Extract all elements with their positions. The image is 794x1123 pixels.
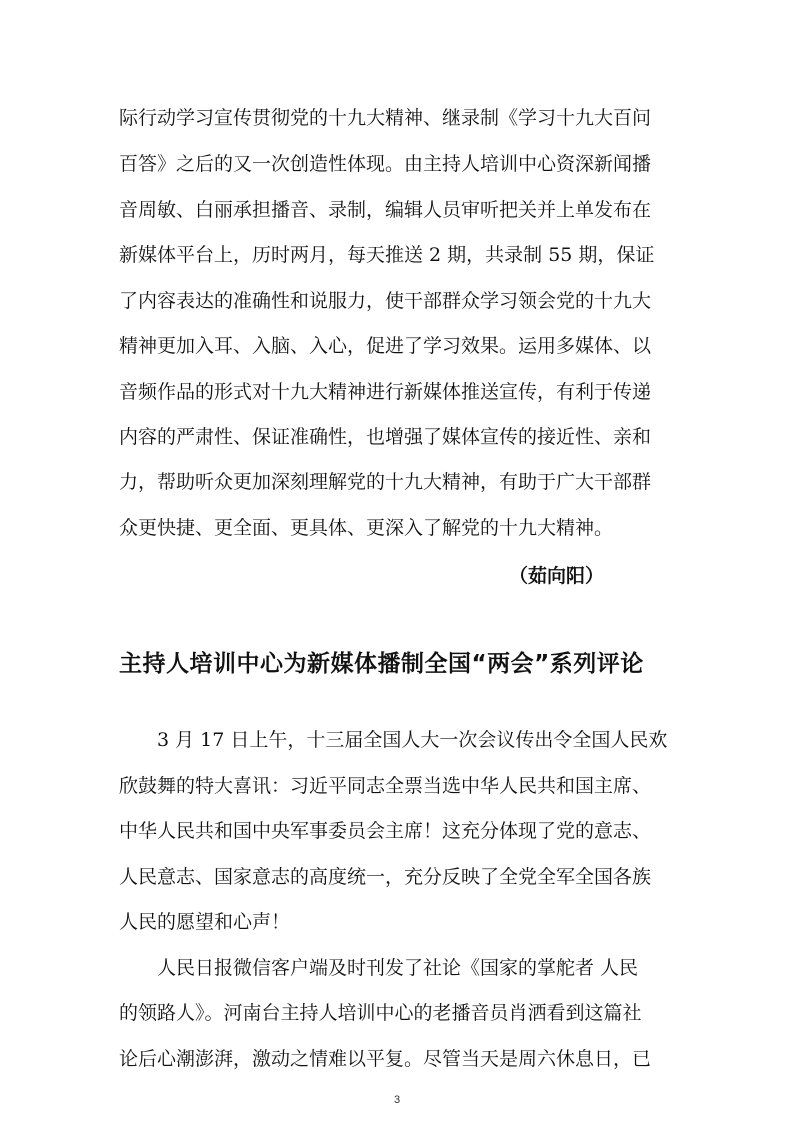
article2-line-6: 人民日报微信客户端及时刊发了社论《国家的掌舵者 人民 xyxy=(157,957,639,979)
article2-line-1: 3 月 17 日上午，十三届全国人大一次会议传出令全国人民欢 xyxy=(157,729,668,751)
article1-line-1: 际行动学习宣传贯彻党的十九大精神、继录制《学习十九大百问 xyxy=(119,107,652,129)
article2-line-5: 人民的愿望和心声！ xyxy=(119,911,291,933)
article1-line-6: 精神更加入耳、入脑、入心，促进了学习效果。运用多媒体、以 xyxy=(119,335,652,357)
article1-line-3: 音周敏、白丽承担播音、录制，编辑人员审听把关并上单发布在 xyxy=(119,199,652,221)
article1-line-7: 音频作品的形式对十九大精神进行新媒体推送宣传，有利于传递 xyxy=(119,381,652,403)
article2-heading: 主持人培训中心为新媒体播制全国“两会”系列评论 xyxy=(119,651,644,677)
article2-line-8: 论后心潮澎湃，激动之情难以平复。尽管当天是周六休息日，已 xyxy=(119,1048,652,1070)
page-number: 3 xyxy=(393,1094,401,1106)
article1-line-2: 百答》之后的又一次创造性体现。由主持人培训中心资深新闻播 xyxy=(119,153,652,175)
article1-line-4: 新媒体平台上，历时两月，每天推送 2 期，共录制 55 期，保证 xyxy=(119,244,655,266)
article2-line-3: 中华人民共和国中央军事委员会主席！这充分体现了党的意志、 xyxy=(119,820,652,842)
article1-line-8: 内容的严肃性、保证准确性，也增强了媒体宣传的接近性、亲和 xyxy=(119,426,652,448)
article2-line-4: 人民意志、国家意志的高度统一，充分反映了全党全军全国各族 xyxy=(119,866,652,888)
article2-line-7: 的领路人》。河南台主持人培训中心的老播音员肖洒看到这篇社 xyxy=(119,1002,642,1024)
article2-line-2: 欣鼓舞的特大喜讯：习近平同志全票当选中华人民共和国主席、 xyxy=(119,775,652,797)
article1-line-9: 力，帮助听众更加深刻理解党的十九大精神，有助于广大干部群 xyxy=(119,471,652,493)
article1-line-10: 众更快捷、更全面、更具体、更深入了解党的十九大精神。 xyxy=(119,517,614,539)
article1-author: （茹向阳） xyxy=(508,565,604,587)
article1-line-5: 了内容表达的准确性和说服力，使干部群众学习领会党的十九大 xyxy=(119,290,652,312)
